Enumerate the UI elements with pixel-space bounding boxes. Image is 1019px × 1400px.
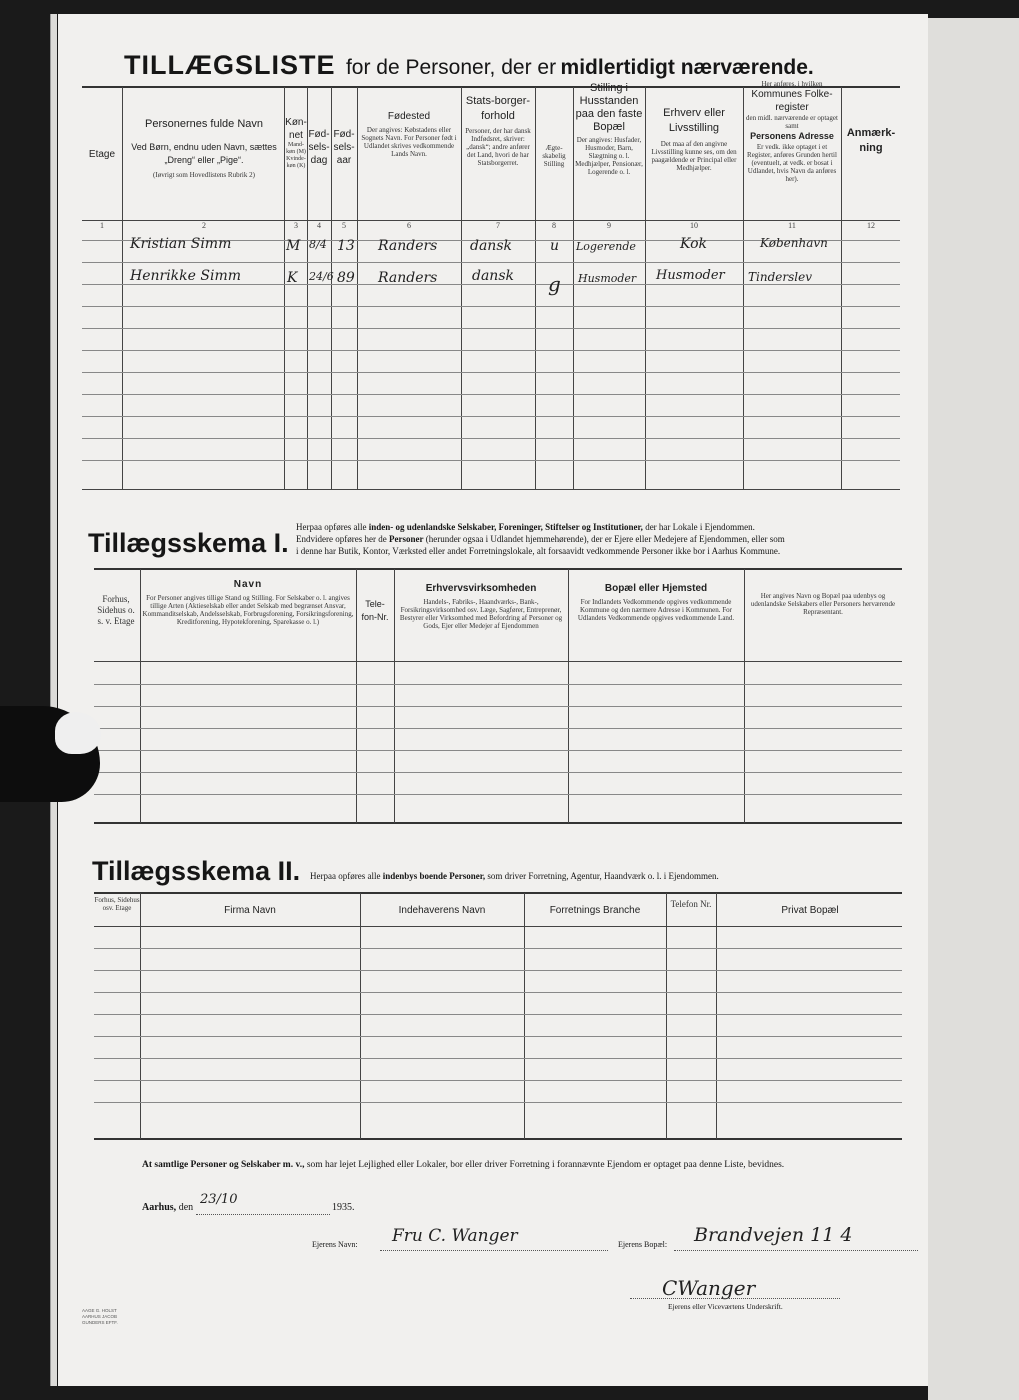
place-date-line — [142, 1202, 193, 1213]
col-remark-header: Anmærk-ning — [846, 127, 896, 154]
col-num-4: 4 — [317, 221, 321, 230]
row1-birthplace: Randers — [378, 238, 438, 254]
skema2-row-rule — [94, 1036, 902, 1037]
skema2-description — [310, 871, 719, 881]
skema1-desc-2a: Endvidere opføres her de — [296, 534, 387, 544]
row1-year: 13 — [337, 238, 355, 254]
col-sex-sub: Mand-køn (M) Kvinde-køn (K) — [286, 142, 306, 169]
skema2-top-rule — [94, 892, 902, 894]
page-edge — [50, 14, 57, 1386]
skema1-row-rule — [94, 684, 902, 685]
skema1-bottom-rule — [94, 822, 902, 824]
row2-occupation: Husmoder — [656, 268, 725, 283]
skema2-title: Tillægsskema II. — [92, 856, 301, 886]
row-rule — [82, 306, 900, 307]
col-sex-title: Køn-net — [285, 117, 307, 141]
list-vline — [645, 87, 646, 490]
row-rule — [82, 262, 900, 263]
owner-address-value: Brandvejen 11 4 — [694, 1224, 853, 1246]
fingernail — [55, 712, 101, 754]
skema1-col-business-sub: Handels-, Fabriks-, Haandværks-, Bank-, Forsikringsvirksomhed osv. Læge, Sagfører, Entreprenør, Bestyrer eller Virksomhed med Befordring af Personer og Gods, Ejer eller Medejer af Ejendommen — [399, 598, 563, 630]
form-page — [58, 14, 928, 1386]
skema1-title: Tillægsskema I. — [88, 528, 289, 558]
skema1-row-rule — [94, 728, 902, 729]
col-num-12: 12 — [867, 221, 875, 230]
list-bottom-rule — [82, 489, 900, 490]
row2-year: 89 — [337, 270, 355, 286]
col-birthyear-header: Fød-sels-aar — [333, 129, 355, 166]
owner-name-label: Ejerens Navn: — [312, 1240, 358, 1249]
skema1-desc-3: i denne har Butik, Kontor, Værksted eller andet Forretningslokale, alt forsaavidt vedkommende Personer ikke bor i Aarhus Kommune. — [296, 546, 781, 556]
skema1-vline — [356, 569, 357, 823]
skema2-desc-b: indenbys boende Personer, — [382, 871, 486, 881]
skema1-row-rule — [94, 706, 902, 707]
row1-household: Logerende — [576, 240, 636, 253]
skema1-col-name-sub: For Personer angives tillige Stand og Stilling. For Selskaber o. l. angives tillige Arten (Aktieselskab eller andet Selskab med begrænset Ansvar, Kommanditselskab, Andelsselskab, Forbrugsforening, Forsikringsforening, Kreditforening, Hypotekforening, Sparekasse o. l.) — [142, 594, 354, 626]
col-register-sub: Er vedk. ikke optaget i et Register, anføres Grunden hertil (eventuelt, at vedk. er bosat i Udlandet, hvis Navn da anføres her). — [747, 143, 837, 183]
signature-label: Ejerens eller Viceværtens Underskrift. — [668, 1302, 783, 1311]
skema1-desc-2c: (herunder ogsaa i Udlandet hjemmehørende), der er Ejere eller Medejere af Ejendommen, eller som — [425, 534, 785, 544]
col-name-sub: Ved Børn, endnu uden Navn, sættes „Dreng“ eller „Pige“. — [131, 142, 277, 165]
skema2-row-rule — [94, 948, 902, 949]
row2-birthplace: Randers — [378, 270, 438, 286]
skema1-col-business-title: Erhvervsvirksomheden — [425, 583, 537, 594]
row2-birthday: 24/6 — [309, 270, 334, 283]
row-rule — [82, 284, 900, 285]
skema1-vline — [140, 569, 141, 823]
row2-register: Tinderslev — [748, 270, 812, 284]
list-title-rest: for de Personer, der er — [345, 56, 557, 79]
skema1-vline — [568, 569, 569, 823]
col-name-title: Personernes fulde Navn — [144, 118, 263, 130]
owner-address-label: Ejerens Bopæl: — [618, 1240, 668, 1249]
list-vline — [122, 87, 123, 490]
col-etage-header: Etage — [88, 149, 116, 160]
col-num-7: 7 — [496, 221, 500, 230]
col-household-header — [574, 82, 644, 176]
col-name-header — [124, 118, 284, 179]
list-title — [124, 50, 814, 81]
col-household-sub: Der angives: Husfader, Husmoder, Barn, Slægtning o. l. Medhjælper, Pensionær, Logerende o. l. — [575, 136, 643, 176]
list-vline — [573, 87, 574, 490]
col-birthplace-header — [358, 110, 460, 158]
skema2-row-rule — [94, 992, 902, 993]
row1-name: Kristian Simm — [130, 236, 232, 252]
col-marital-header: Ægte-skabelig Stilling — [542, 144, 566, 168]
skema1-col-representative: Her angives Navn og Bopæl paa udenbys og udenlandske Selskabers eller Personers herværende Repræsentant. — [750, 592, 896, 616]
skema1-col-residence-sub: For Indlandets Vedkommende opgives vedkommende Kommune og den nærmere Adresse i Kommunen. For Udlandets Vedkommende opgives vedkommende Land. — [577, 598, 735, 622]
year: 1935. — [332, 1202, 355, 1213]
skema2-row-rule — [94, 970, 902, 971]
skema1-desc-1b: inden- og udenlandske Selskaber, Foreninger, Stiftelser og Institutioner, — [368, 522, 643, 532]
col-register-pre: Her anføres, i hvilken — [761, 80, 823, 88]
list-title-emph: midlertidigt nærværende. — [560, 56, 814, 79]
skema2-row-rule — [94, 1080, 902, 1081]
adjacent-page — [928, 18, 1019, 1400]
col-occupation-header — [646, 106, 742, 172]
skema1-col-residence — [570, 582, 742, 622]
date-handwritten: 23/10 — [200, 1192, 238, 1207]
list-vline — [307, 87, 308, 490]
skema2-row-rule — [94, 1058, 902, 1059]
row-rule — [82, 460, 900, 461]
signature: CWanger — [662, 1276, 756, 1300]
skema2-col-owner: Indehaverens Navn — [398, 905, 486, 916]
skema1-col-residence-title: Bopæl eller Hjemsted — [604, 583, 708, 594]
list-vline — [841, 87, 842, 490]
printer-imprint: AAGE G. HOLST AARHUS JACOB GUNDERS EFTF. — [82, 1308, 118, 1325]
skema2-col-branch: Forretnings Branche — [549, 905, 641, 916]
col-birthday-header: Fød-sels-dag — [308, 129, 330, 166]
list-vline — [331, 87, 332, 490]
col-num-6: 6 — [407, 221, 411, 230]
row2-citizenship: dansk — [472, 268, 514, 284]
row-rule — [82, 350, 900, 351]
row1-register: København — [760, 236, 828, 250]
skema1-col-name — [142, 578, 354, 626]
attestation-bold: At samtlige Personer og Selskaber m. v., — [142, 1160, 305, 1170]
skema1-col-phone: Tele-fon-Nr. — [361, 599, 389, 622]
attestation-rest: som har lejet Lejlighed eller Lokaler, bor eller driver Forretning i forannævnte Ejendom er optaget paa denne Liste, bevidnes. — [306, 1160, 785, 1170]
skema1-row-rule — [94, 794, 902, 795]
col-num-2: 2 — [202, 221, 206, 230]
row-rule — [82, 372, 900, 373]
col-num-8: 8 — [552, 221, 556, 230]
col-register-title2: Personens Adresse — [750, 131, 834, 141]
row1-citizenship: dansk — [470, 238, 512, 254]
col-name-sub2: (Iøvrigt som Hovedlistens Rubrik 2) — [153, 171, 255, 179]
col-num-5: 5 — [342, 221, 346, 230]
col-num-9: 9 — [607, 221, 611, 230]
skema1-col-business — [396, 582, 566, 630]
skema2-row-rule — [94, 1014, 902, 1015]
skema2-row-rule — [94, 1102, 902, 1103]
skema1-desc-2b: Personer — [388, 534, 424, 544]
attestation — [142, 1160, 784, 1170]
skema1-header-rule — [94, 661, 902, 662]
col-register-mid: den midl. nærværende er optaget samt — [746, 114, 838, 130]
col-occupation-title: Erhverv eller Livsstilling — [663, 107, 725, 134]
skema2-header-rule — [94, 926, 902, 927]
list-vline — [461, 87, 462, 490]
skema1-vline — [744, 569, 745, 823]
row-rule — [82, 438, 900, 439]
skema1-top-rule — [94, 568, 902, 570]
list-vline — [743, 87, 744, 490]
col-num-10: 10 — [690, 221, 698, 230]
skema1-col-etage: Forhus, Sidehus o. s. v. Etage — [97, 594, 135, 626]
skema2-col-firm: Firma Navn — [224, 905, 276, 916]
col-num-3: 3 — [294, 221, 298, 230]
col-household-title: Stilling i Husstanden paa den faste Bopæl — [575, 82, 643, 133]
skema2-bottom-rule — [94, 1138, 902, 1140]
row1-sex: M — [286, 238, 301, 254]
col-citizenship-header — [462, 94, 534, 167]
row1-marital: u — [550, 238, 560, 254]
col-citizenship-sub: Personer, der har dansk Indfødsret, skriver: „dansk“; andre anfører det Land, hvori de har Statsborgerret. — [465, 127, 531, 167]
col-num-1: 1 — [100, 221, 104, 230]
skema1-row-rule — [94, 772, 902, 773]
row-rule — [82, 328, 900, 329]
row2-name: Henrikke Simm — [130, 268, 242, 284]
skema1-desc-1a: Herpaa opføres alle — [296, 522, 367, 532]
row2-household: Husmoder — [578, 272, 637, 285]
skema2-col-phone: Telefon Nr. — [670, 899, 712, 909]
row1-birthday: 8/4 — [309, 238, 327, 251]
date-dotted-line — [196, 1214, 330, 1215]
row-rule — [82, 416, 900, 417]
col-sex-header — [285, 116, 307, 170]
signature-dotted-line — [630, 1298, 840, 1299]
skema2-col-etage: Forhus, Sidehus osv. Etage — [94, 896, 140, 912]
list-vline — [535, 87, 536, 490]
skema1-row-rule — [94, 750, 902, 751]
col-citizenship-title: Stats-borger-forhold — [465, 95, 531, 122]
owner-name-value: Fru C. Wanger — [392, 1226, 518, 1246]
col-register-title: Kommunes Folke-register — [751, 89, 833, 113]
skema2-desc-a: Herpaa opføres alle — [310, 871, 381, 881]
col-birthplace-title: Fødested — [387, 111, 431, 122]
skema1-description — [296, 521, 906, 557]
skema2-desc-c: som driver Forretning, Agentur, Haandværk o. l. i Ejendommen. — [487, 871, 719, 881]
skema1-col-name-title: Navn — [233, 579, 263, 590]
list-vline — [357, 87, 358, 490]
place: Aarhus, — [142, 1202, 177, 1213]
hand-finger — [0, 706, 100, 802]
list-title-bold: TILLÆGSLISTE — [124, 50, 336, 80]
skema1-desc-1c: der har Lokale i Ejendommen. — [645, 522, 755, 532]
skema2-col-private: Privat Bopæl — [781, 905, 839, 916]
col-register-header — [744, 80, 840, 183]
list-vline — [284, 87, 285, 490]
skema1-vline — [394, 569, 395, 823]
col-num-11: 11 — [788, 221, 796, 230]
address-dotted-line — [674, 1250, 918, 1251]
col-occupation-sub: Det maa af den angivne Livsstilling kunne ses, om den paagældende er Principal eller Medhjælper. — [651, 140, 737, 172]
row1-occupation: Kok — [680, 236, 707, 252]
owner-dotted-line — [380, 1250, 608, 1251]
col-birthplace-sub: Der angives: Købstadens eller Sognets Navn. For Personer født i Udlandet skrives vedkommende Lands Navn. — [361, 126, 457, 158]
den-label: den — [178, 1202, 194, 1213]
row2-sex: K — [287, 270, 298, 286]
row-rule — [82, 394, 900, 395]
row2-marital: g — [548, 272, 561, 296]
